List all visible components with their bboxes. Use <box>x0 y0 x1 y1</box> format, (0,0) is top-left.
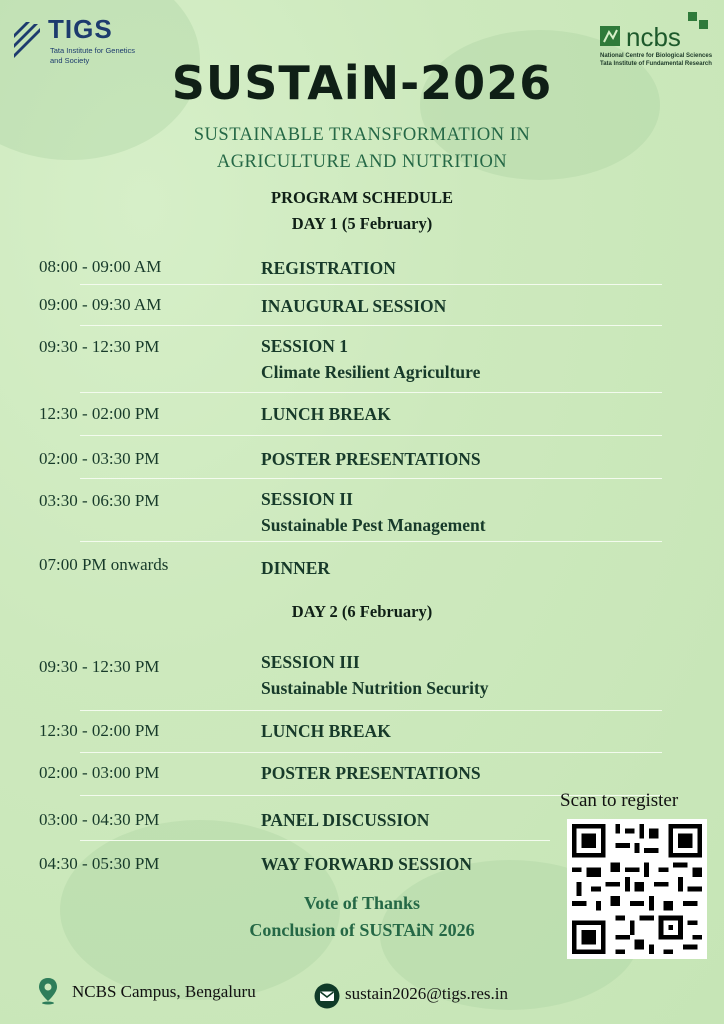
ncbs-subtitle-line1: National Centre for Biological Sciences <box>600 53 713 59</box>
schedule-event: REGISTRATION <box>261 258 396 278</box>
qr-code-icon[interactable] <box>567 819 707 959</box>
schedule-time: 02:00 - 03:30 PM <box>39 449 160 468</box>
divider <box>80 435 662 436</box>
event-subtitle <box>0 122 724 176</box>
schedule-time: 09:00 - 09:30 AM <box>39 295 162 314</box>
divider <box>80 710 662 711</box>
schedule-time: 03:30 - 06:30 PM <box>39 491 160 510</box>
schedule-event <box>261 333 480 385</box>
schedule-event: POSTER PRESENTATIONS <box>261 449 481 469</box>
session-detail: Climate Resilient Agriculture <box>261 362 481 382</box>
event-subtitle-line2: AGRICULTURE AND NUTRITION <box>216 152 508 172</box>
schedule-time: 04:30 - 05:30 PM <box>39 854 160 873</box>
schedule-time: 12:30 - 02:00 PM <box>39 721 160 740</box>
schedule-time: 09:30 - 12:30 PM <box>39 657 160 676</box>
ncbs-logo-text: ncbs <box>626 22 681 52</box>
tigs-logo-text: TIGS <box>48 14 113 44</box>
closing-line1: Vote of Thanks <box>303 893 421 913</box>
schedule-event <box>261 649 489 701</box>
email-icon <box>314 983 340 1009</box>
location-pin-icon <box>37 977 59 1005</box>
closing-line2: Conclusion of SUSTAiN 2026 <box>249 920 475 940</box>
schedule-time: 07:00 PM onwards <box>39 555 169 574</box>
schedule-time: 09:30 - 12:30 PM <box>39 337 160 356</box>
session-title: SESSION 1 <box>261 336 349 356</box>
program-schedule-label: PROGRAM SCHEDULE <box>271 188 453 207</box>
email-link[interactable]: sustain2026@tigs.res.in <box>345 984 508 1003</box>
schedule-time: 12:30 - 02:00 PM <box>39 404 160 423</box>
session-detail: Sustainable Nutrition Security <box>261 678 489 698</box>
divider <box>80 325 662 326</box>
schedule-event: INAUGURAL SESSION <box>261 296 447 316</box>
schedule-time: 02:00 - 03:00 PM <box>39 763 160 782</box>
schedule-event: LUNCH BREAK <box>261 721 391 741</box>
scan-to-register-label: Scan to register <box>560 790 679 811</box>
schedule-event: POSTER PRESENTATIONS <box>261 763 481 783</box>
schedule-event: LUNCH BREAK <box>261 404 391 424</box>
schedule-event: WAY FORWARD SESSION <box>261 854 473 874</box>
schedule-event: PANEL DISCUSSION <box>261 810 430 830</box>
ncbs-subtitle-line2: Tata Institute of Fundamental Research <box>600 61 712 67</box>
event-subtitle-line1: SUSTAINABLE TRANSFORMATION IN <box>193 125 531 145</box>
location-text: NCBS Campus, Bengaluru <box>72 982 256 1001</box>
divider <box>80 752 662 753</box>
session-title: SESSION II <box>261 489 353 509</box>
schedule-event <box>261 486 486 538</box>
tigs-subtitle: Tata Institute for Genetics and Society <box>50 46 136 65</box>
day2-label: DAY 2 (6 February) <box>291 602 433 621</box>
session-title: SESSION III <box>261 652 360 672</box>
program-heading <box>0 185 724 237</box>
schedule-time: 08:00 - 09:00 AM <box>39 257 162 276</box>
divider <box>80 541 662 542</box>
day1-label: DAY 1 (5 February) <box>291 214 433 233</box>
schedule-event: DINNER <box>261 558 331 578</box>
divider <box>80 840 550 841</box>
event-title: SUSTAiN-2026 <box>171 56 553 110</box>
session-detail: Sustainable Pest Management <box>261 515 486 535</box>
divider <box>80 284 662 285</box>
schedule-time: 03:00 - 04:30 PM <box>39 810 160 829</box>
divider <box>80 478 662 479</box>
divider <box>80 392 662 393</box>
